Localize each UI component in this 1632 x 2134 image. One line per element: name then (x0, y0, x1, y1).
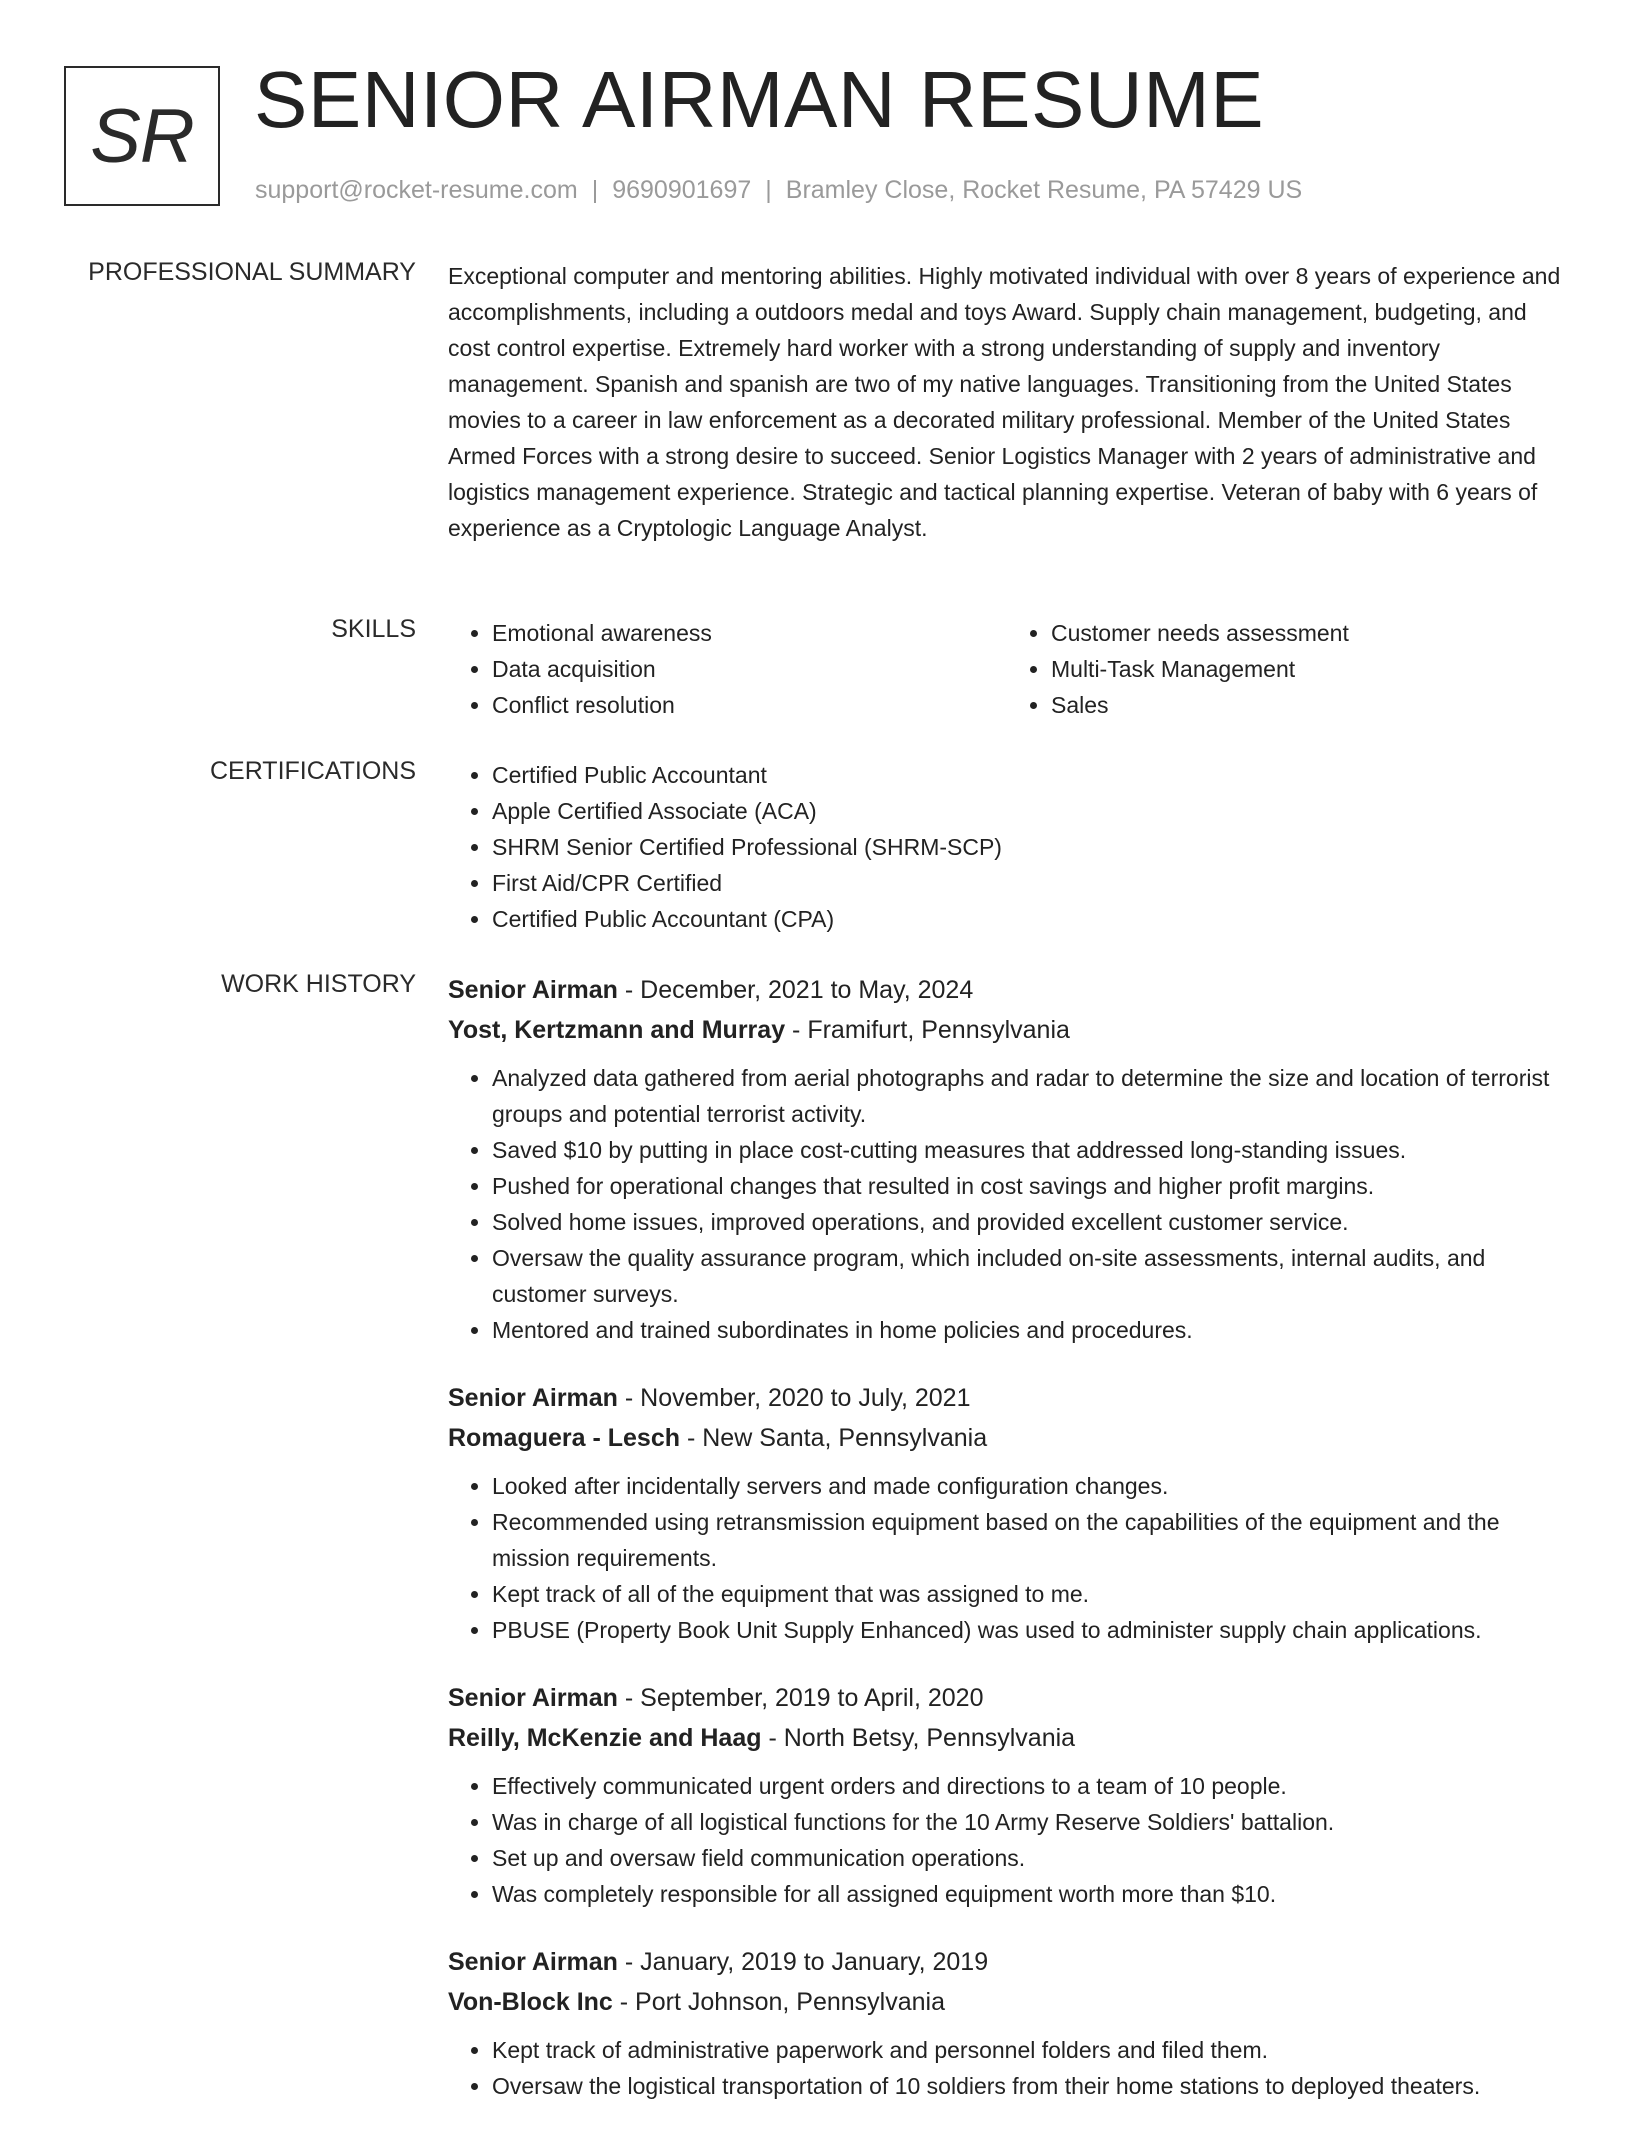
job-bullet: • Solved home issues, improved operations, and provided excellent customer service. (492, 1204, 1566, 1240)
job-bullet: • Pushed for operational changes that resulted in cost savings and higher profit margins. (492, 1168, 1566, 1204)
contact-separator: | (591, 176, 599, 204)
job-title-line (448, 1942, 1566, 1982)
contact-address: Bramley Close, Rocket Resume, PA 57429 US (785, 176, 1303, 204)
job-dates: - November, 2020 to July, 2021 (617, 1384, 971, 1412)
job-bullets (448, 1468, 1566, 1648)
job-title-line (448, 1678, 1566, 1718)
skill-item: • Multi-Task Management (1051, 651, 1566, 687)
job-bullet: • Was completely responsible for all assigned equipment worth more than $10. (492, 1876, 1566, 1912)
job-bullet: • Effectively communicated urgent orders and directions to a team of 10 people. (492, 1768, 1566, 1804)
skill-item: • Emotional awareness (492, 615, 1007, 651)
work-history-body (448, 970, 1566, 2134)
contact-separator: | (765, 176, 772, 204)
job-bullet: • Oversaw the logistical transportation of 10 soldiers from their home stations to deployed theaters. (492, 2068, 1566, 2104)
skills-list-left (448, 615, 1007, 723)
job-bullet: • Analyzed data gathered from aerial photographs and radar to determine the size and location of terrorist groups and potential terrorist activity. (492, 1060, 1566, 1132)
job-bullet: • Oversaw the quality assurance program, which included on-site assessments, internal audits, and customer surveys. (492, 1240, 1566, 1312)
job-company: Von-Block Inc (448, 1988, 613, 2016)
job-bullet: • Was in charge of all logistical functions for the 10 Army Reserve Soldiers' battalion. (492, 1804, 1566, 1840)
job-title: Senior Airman (448, 1684, 618, 1712)
job-bullet: • Looked after incidentally servers and made configuration changes. (492, 1468, 1566, 1504)
job-bullets (448, 1768, 1566, 1912)
certification-item: • Certified Public Accountant (CPA) (492, 901, 1566, 937)
job-entry (448, 970, 1566, 1348)
job-bullet: • Kept track of all of the equipment that was assigned to me. (492, 1576, 1566, 1612)
job-title: Senior Airman (448, 976, 618, 1004)
skill-item: • Sales (1051, 687, 1566, 723)
certification-item: • SHRM Senior Certified Professional (SHRM-SCP) (492, 829, 1566, 865)
summary-body (448, 258, 1566, 546)
job-location: - New Santa, Pennsylvania (680, 1424, 988, 1452)
job-location: - North Betsy, Pennsylvania (761, 1724, 1076, 1752)
skill-item: • Customer needs assessment (1051, 615, 1566, 651)
job-bullets (448, 2032, 1566, 2104)
job-location: - Port Johnson, Pennsylvania (612, 1988, 945, 2016)
job-dates: - December, 2021 to May, 2024 (617, 976, 974, 1004)
monogram-initials: SR (90, 93, 194, 179)
monogram-badge (64, 66, 220, 206)
section-label-work-history: WORK HISTORY (221, 970, 416, 998)
job-dates: - January, 2019 to January, 2019 (617, 1948, 989, 1976)
job-bullet: • PBUSE (Property Book Unit Supply Enhanced) was used to administer supply chain applications. (492, 1612, 1566, 1648)
contact-email[interactable]: support@rocket-resume.com (255, 176, 578, 204)
job-title: Senior Airman (448, 1948, 618, 1976)
job-company: Reilly, McKenzie and Haag (448, 1724, 762, 1752)
job-company: Romaguera - Lesch (448, 1424, 681, 1452)
skill-item: • Data acquisition (492, 651, 1007, 687)
job-entry (448, 1678, 1566, 1912)
job-company: Yost, Kertzmann and Murray (448, 1016, 786, 1044)
certifications-body (448, 757, 1566, 937)
contact-phone[interactable]: 9690901697 (612, 176, 752, 204)
job-bullets (448, 1060, 1566, 1348)
job-title-line (448, 1378, 1566, 1418)
job-title: Senior Airman (448, 1384, 618, 1412)
job-company-line (448, 1718, 1566, 1758)
job-bullet: • Set up and oversaw field communication operations. (492, 1840, 1566, 1876)
job-company-line (448, 1010, 1566, 1050)
certification-item: • Apple Certified Associate (ACA) (492, 793, 1566, 829)
skills-body (448, 615, 1566, 723)
job-bullet: • Mentored and trained subordinates in home policies and procedures. (492, 1312, 1566, 1348)
job-bullet: • Saved $10 by putting in place cost-cutting measures that addressed long-standing issues. (492, 1132, 1566, 1168)
section-label-skills: SKILLS (331, 615, 416, 643)
section-label-summary: PROFESSIONAL SUMMARY (88, 258, 416, 286)
job-dates: - September, 2019 to April, 2020 (617, 1684, 984, 1712)
job-company-line (448, 1982, 1566, 2022)
skill-item: • Conflict resolution (492, 687, 1007, 723)
skills-columns (448, 615, 1566, 723)
job-entry (448, 1378, 1566, 1648)
job-entry (448, 1942, 1566, 2104)
job-bullet: • Kept track of administrative paperwork and personnel folders and filed them. (492, 2032, 1566, 2068)
certification-item: • Certified Public Accountant (492, 757, 1566, 793)
skills-list-right (1007, 615, 1566, 723)
job-company-line (448, 1418, 1566, 1458)
contact-line (255, 176, 1302, 205)
certifications-list (448, 757, 1566, 937)
job-title-line (448, 970, 1566, 1010)
resume-title: SENIOR AIRMAN RESUME (254, 55, 1265, 144)
job-location: - Framifurt, Pennsylvania (785, 1016, 1070, 1044)
section-label-certifications: CERTIFICATIONS (209, 757, 416, 785)
job-bullet: • Recommended using retransmission equipment based on the capabilities of the equipment and the mission requirements. (492, 1504, 1566, 1576)
certification-item: • First Aid/CPR Certified (492, 865, 1566, 901)
summary-text: Exceptional computer and mentoring abilities. Highly motivated individual with over 8 years of experience and accomplishments, including a outdoors medal and toys Award. Supply chain management, budgeting, and cost control expertise. Extremely hard worker with a strong understanding of supply and inventory management. Spanish and spanish are two of my native languages. Transitioning from the United States movies to a career in law enforcement as a decorated military professional. Member of the United States Armed Forces with a strong desire to succeed. Senior Logistics Manager with 2 years of administrative and logistics management experience. Strategic and tactical planning expertise. Veteran of baby with 6 years of experience as a Cryptologic Language Analyst. (448, 263, 1561, 541)
